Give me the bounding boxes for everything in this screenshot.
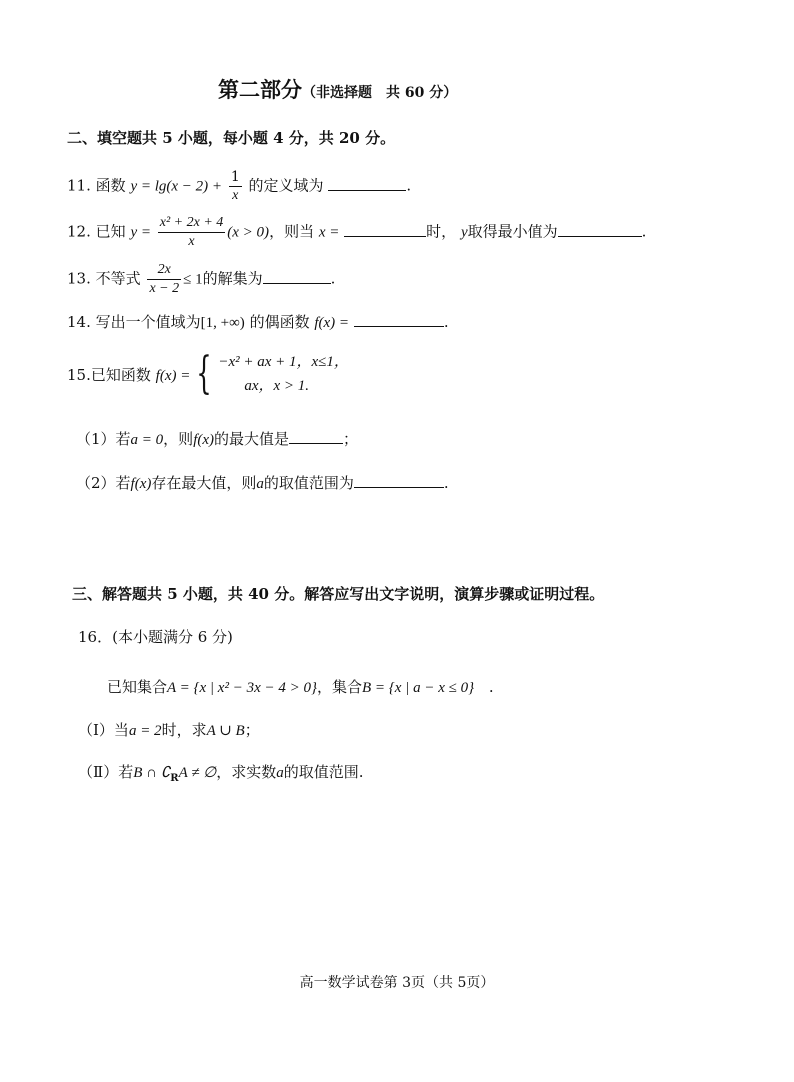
q16-given-prefix: 已知集合 xyxy=(107,678,168,696)
title-main: 第二部分 xyxy=(218,77,302,102)
q15-part2-after: 的取值范围为 xyxy=(263,474,354,492)
q16-part2-sub: R xyxy=(170,773,179,784)
q13-ineq: ≤ 1 xyxy=(183,271,203,288)
q16-part1-cond: a = 2 xyxy=(128,723,162,739)
q11-frac-num: 1 xyxy=(230,169,240,185)
q16-given-mid: ，集合 xyxy=(317,678,363,696)
q11-answer-blank xyxy=(328,176,406,191)
q15-part2-a: a xyxy=(256,476,264,492)
q11-number: 11. xyxy=(67,176,91,195)
q16-given-end: . xyxy=(488,678,494,696)
title-sub: （非选择题 共 60 分） xyxy=(302,85,458,101)
q15-part1-cond: a = 0 xyxy=(130,432,164,448)
q15-part1-mid: ，则 xyxy=(163,430,194,448)
q15-case-2: ax，x > 1. xyxy=(244,378,310,394)
question-14: 14. 写出一个值域为[1, +∞) 的偶函数 f(x) = . xyxy=(67,313,449,331)
q11-text: 函数 xyxy=(95,176,126,195)
q13-answer-blank xyxy=(263,269,331,284)
q15-part2-label: （2）若 xyxy=(76,474,131,492)
section3-heading: 三、解答题共 5 小题，共 40 分。解答应写出文字说明，演算步骤或证明过程。 xyxy=(72,585,605,603)
q16-part1-expr: A ∪ B xyxy=(206,723,245,739)
q11-text-after: 的定义域为 xyxy=(248,176,324,195)
q15-text: 已知函数 xyxy=(90,365,151,384)
q12-text-after: 取得最小值为 xyxy=(467,222,558,241)
q12-x-eq: x = xyxy=(318,224,340,241)
q12-answer-blank-1 xyxy=(344,222,426,237)
q13-frac-num: 2x xyxy=(147,261,181,280)
question-13: 13. 不等式 $\frac{2x}{x - 2}$ ≤ 1的解集为 . xyxy=(67,262,336,296)
q15-part1-after: 的最大值是 xyxy=(214,430,290,448)
question-15-part-2: （2）若f(x)存在最大值，则a的取值范围为 . xyxy=(76,474,449,492)
q16-part1-label: （Ⅰ）当 xyxy=(78,721,129,739)
q13-text-after: 的解集为 xyxy=(202,269,263,288)
q15-part1-end: ； xyxy=(343,430,359,448)
q15-part2-mid: 存在最大值，则 xyxy=(151,474,257,492)
q16-part1-mid: 时，求 xyxy=(161,721,207,739)
q15-fx: f(x) = xyxy=(155,367,191,384)
q16-set-b: B = {x | a − x ≤ 0} xyxy=(362,680,475,696)
section2-heading: 二、填空题共 5 小题，每小题 4 分，共 20 分。 xyxy=(67,129,396,147)
question-15 xyxy=(67,350,349,398)
q16-part2-end: 的取值范围. xyxy=(283,763,364,781)
question-16-header: 16．(本小题满分 6 分) xyxy=(78,628,233,646)
q14-interval: [1, +∞) xyxy=(200,315,245,331)
q12-answer-blank-2 xyxy=(558,222,642,237)
piecewise-brace: { xyxy=(196,348,213,399)
q12-text-mid: ，则当 xyxy=(269,222,315,241)
q13-frac-den: x − 2 xyxy=(149,281,180,296)
q13-number: 13. xyxy=(67,269,91,288)
q12-text: 已知 xyxy=(95,222,126,241)
q14-answer-blank xyxy=(354,312,444,327)
q16-part2-after: ，求实数 xyxy=(216,763,277,781)
q16-set-a: A = {x | x² − 3x − 4 > 0} xyxy=(167,680,317,696)
q13-fraction xyxy=(147,261,181,298)
q16-part2-label: （Ⅱ）若 xyxy=(78,763,134,781)
q16-part2-a: a xyxy=(276,765,284,781)
q16-part2-expr2: A ≠ ∅ xyxy=(178,765,217,781)
question-11: 11. 函数 y = lg(x − 2) + $\frac{1}{x}$ 的定义域为 . xyxy=(67,169,412,203)
question-15-part-1 xyxy=(76,428,358,449)
q12-y: y xyxy=(460,224,468,241)
q12-number: 12. xyxy=(67,222,91,241)
q12-frac-num: x² + 2x + 4 xyxy=(158,214,226,233)
q16-part2-expr: B ∩ ∁ xyxy=(133,765,171,781)
q15-part2-answer-blank xyxy=(354,473,444,488)
question-16-part-2 xyxy=(78,761,364,784)
q12-frac-den: x xyxy=(188,234,195,249)
q15-part1-fx: f(x) xyxy=(193,432,215,448)
q14-text-mid: 的偶函数 xyxy=(249,313,310,331)
q12-condition: (x > 0) xyxy=(227,224,270,241)
q14-text: 14. 写出一个值域为 xyxy=(67,313,201,331)
q12-text-when: 时， xyxy=(426,222,457,241)
q11-formula: y = lg(x − 2) + xyxy=(130,178,223,195)
q12-fraction xyxy=(158,214,226,251)
q12-lhs: y = xyxy=(130,224,151,241)
q15-number: 15. xyxy=(67,365,91,384)
page-footer: 高一数学试卷第 3页（共 5页） xyxy=(299,975,495,991)
q15-part2-fx: f(x) xyxy=(130,476,152,492)
question-16-given xyxy=(107,676,494,697)
q11-fraction xyxy=(229,168,242,205)
question-12: 12. 已知 y = $\frac{\text{x² + 2x + 4}}{x}$ (x > 0)，则当 x = 时， y取得最小值为 . xyxy=(67,215,647,249)
page-title xyxy=(218,74,457,104)
q14-fx: f(x) = xyxy=(314,315,350,331)
q15-case-1: −x² + ax + 1，x≤1， xyxy=(218,354,349,370)
q15-part1-label: （1）若 xyxy=(76,430,131,448)
question-16-part-1 xyxy=(78,719,260,740)
q16-part1-end: ； xyxy=(244,721,260,739)
q13-text: 不等式 xyxy=(95,269,141,288)
q11-frac-den: x xyxy=(232,188,239,203)
q15-part1-answer-blank xyxy=(289,429,343,444)
